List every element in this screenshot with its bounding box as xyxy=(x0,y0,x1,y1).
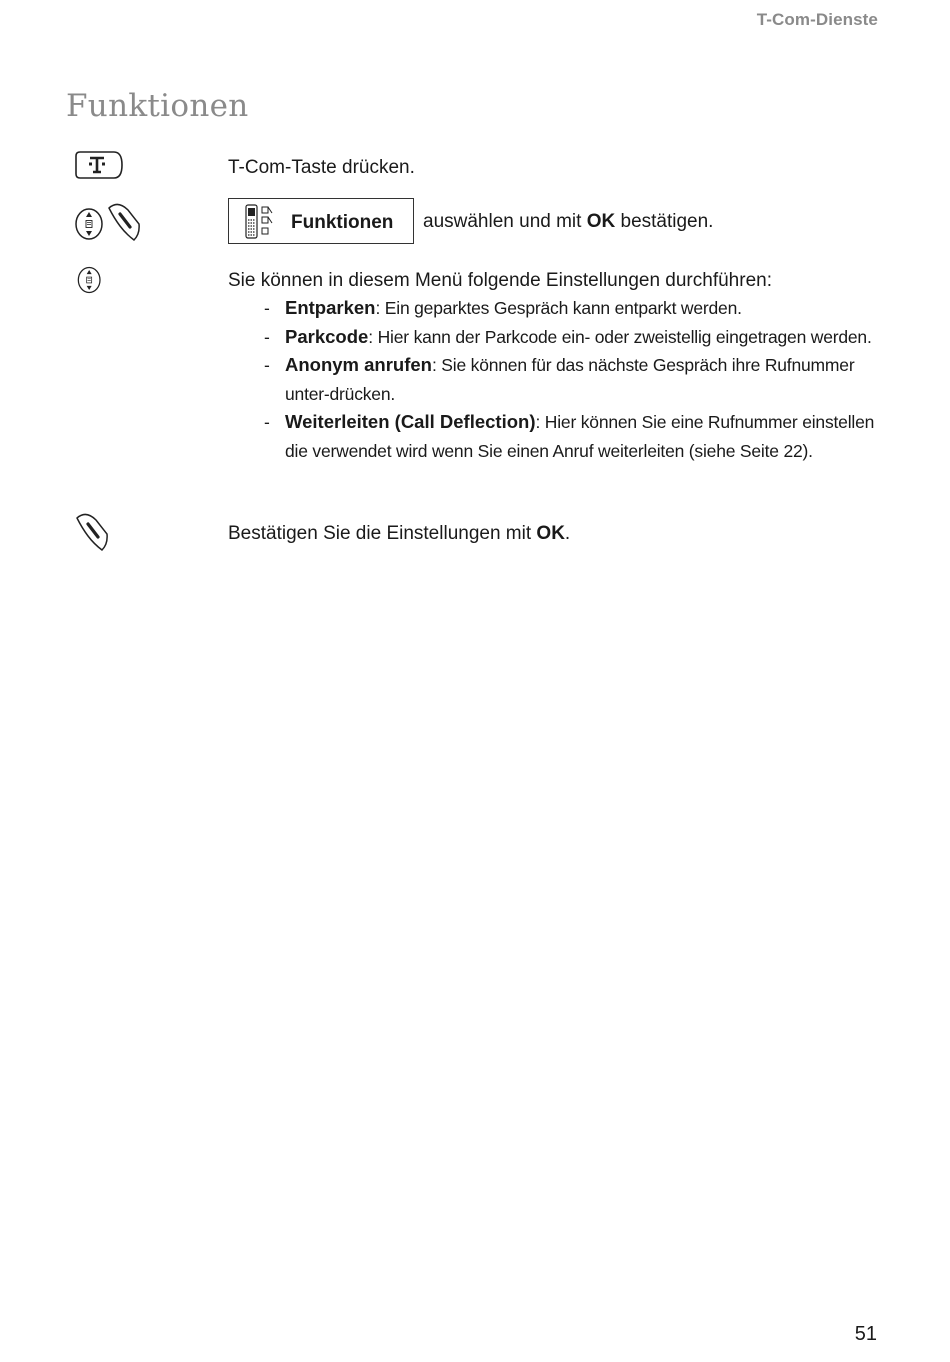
header-section-label: T-Com-Dienste xyxy=(756,10,878,29)
settings-options-list xyxy=(264,294,884,465)
option-term: Anonym anrufen xyxy=(285,354,432,375)
option-term: Parkcode xyxy=(285,325,369,347)
step-text: Bestätigen Sie die Einstellungen mit OK. xyxy=(228,523,571,544)
option-description: : Hier kann der Parkcode ein- oder zweistellig eingetragen werden. xyxy=(368,326,872,347)
list-item: - Entparken: Ein geparktes Gespräch kann entparkt werden. xyxy=(264,297,742,318)
list-item: - Anonym anrufen: Sie können für das nächste Gespräch ihre Rufnummer unter-drücken. xyxy=(264,354,855,404)
option-description: : Ein geparktes Gespräch kann entparkt werden. xyxy=(375,298,742,318)
option-description: : Sie können für das nächste Gespräch ihre Rufnummer unter-drücken. xyxy=(285,355,855,404)
navigation-key-icon xyxy=(74,265,106,295)
handset-menu-icon xyxy=(244,204,276,240)
option-term: Weiterleiten (Call Deflection) xyxy=(285,411,536,432)
menu-item-funktionen: Funktionen xyxy=(291,212,394,233)
ok-keyword: OK xyxy=(536,523,565,544)
option-term: Entparken xyxy=(285,297,376,318)
t-com-key-icon xyxy=(74,150,124,180)
page-title: Funktionen xyxy=(66,88,249,124)
list-item: - Parkcode: Hier kann der Parkcode ein- oder zweistellig eingetragen werden. xyxy=(264,325,872,347)
option-description: : Hier können Sie eine Rufnummer einstellen die verwendet wird wenn Sie einen Anruf weiterleiten (siehe Seite 22). xyxy=(285,412,875,461)
step-text: T-Com-Taste drücken. xyxy=(228,157,415,178)
menu-display-box xyxy=(228,198,414,244)
step-text: auswählen und mit OK bestätigen. xyxy=(423,211,714,232)
page-number: 51 xyxy=(854,1323,877,1345)
call-key-icon xyxy=(106,202,142,242)
ok-keyword: OK xyxy=(586,211,616,232)
navigation-key-icon xyxy=(74,206,106,242)
settings-intro: Sie können in diesem Menü folgende Einstellungen durchführen: xyxy=(228,270,772,291)
call-key-icon xyxy=(74,512,110,552)
list-item: - Weiterleiten (Call Deflection): Hier können Sie eine Rufnummer einstellen die verwendet wird wenn Sie einen Anruf weiterleiten (siehe Seite 22). xyxy=(264,411,875,461)
